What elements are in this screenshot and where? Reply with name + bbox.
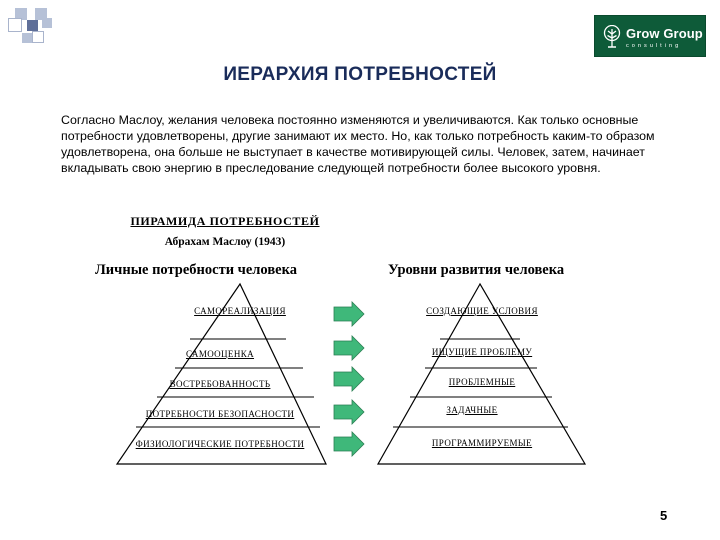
pyramid-author: Абрахам Маслоу (1943) bbox=[164, 236, 286, 248]
intro-paragraph: Согласно Маслоу, желания человека постоянно изменяются и увеличиваются. Как только основные потребности удовлетворены, другие занимают их место. Но, как только потребность каким-то образом удовлетворена, она больше не выступает в качестве мотивирующей силы. Человек, затем, начинает вкладывать свою энергию в преследование следующей потребности более высокого уровня. bbox=[61, 113, 655, 175]
left-column-heading: Личные потребности человека bbox=[95, 262, 297, 278]
right-level-label: ИЩУЩИЕ ПРОБЛЕМУ bbox=[431, 347, 533, 357]
right-column-heading: Уровни развития человека bbox=[388, 262, 565, 278]
arrow-icon bbox=[334, 367, 364, 391]
pyramid-title: ПИРАМИДА ПОТРЕБНОСТЕЙ bbox=[130, 214, 320, 228]
left-level-label: САМООЦЕНКА bbox=[185, 349, 255, 359]
logo-name: Grow Group bbox=[626, 26, 703, 41]
page-number: 5 bbox=[660, 508, 668, 523]
left-level-label: ПОТРЕБНОСТИ БЕЗОПАСНОСТИ bbox=[145, 409, 295, 419]
right-level-label: ПРОБЛЕМНЫЕ bbox=[448, 377, 516, 387]
left-level-label: САМОРЕАЛИЗАЦИЯ bbox=[194, 306, 286, 316]
right-level-label: ЗАДАЧНЫЕ bbox=[446, 405, 498, 415]
right-level-label: ПРОГРАММИРУЕМЫЕ bbox=[431, 438, 533, 448]
page-title: ИЕРАРХИЯ ПОТРЕБНОСТЕЙ bbox=[223, 64, 497, 85]
arrow-icon bbox=[334, 400, 364, 424]
right-level-label: СОЗДАЮЩИЕ УСЛОВИЯ bbox=[426, 306, 538, 316]
arrow-icon bbox=[334, 336, 364, 360]
arrow-icon bbox=[334, 432, 364, 456]
left-level-label: ВОСТРЕБОВАННОСТЬ bbox=[169, 379, 271, 389]
logo-subtitle: consulting bbox=[626, 43, 682, 49]
left-level-label: ФИЗИОЛОГИЧЕСКИЕ ПОТРЕБНОСТИ bbox=[135, 439, 305, 449]
